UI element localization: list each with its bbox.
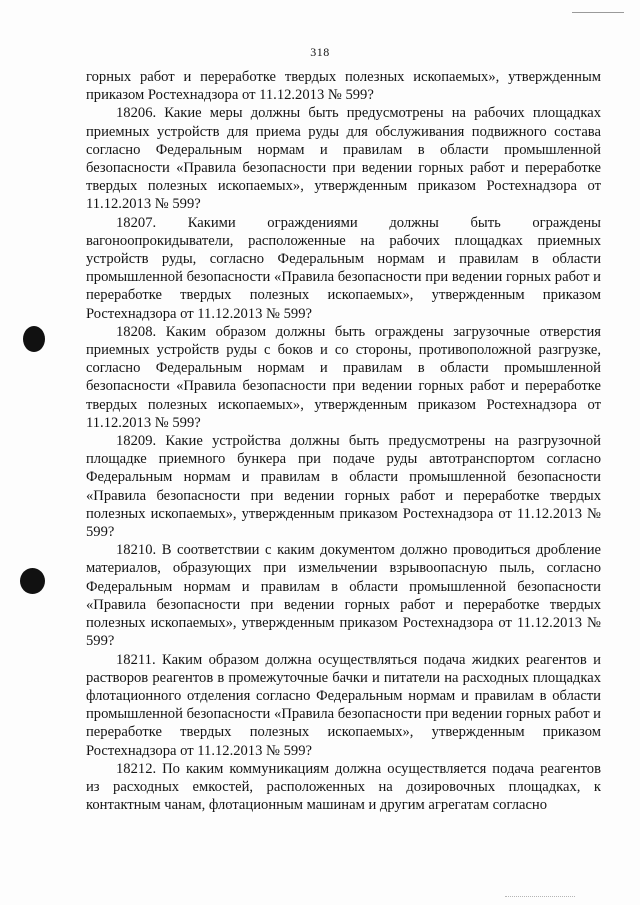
punch-hole-mark: [20, 568, 45, 594]
paragraph-continuation: горных работ и переработке твердых полезных ископаемых», утвержденным приказом Ростехнадзора от 11.12.2013 № 599?: [86, 69, 601, 104]
page-number: 318: [310, 45, 330, 59]
paragraph-18210: 18210. В соответствии с каким документом должно проводиться дробление материалов, образующих при измельчении взрывоопасную пыль, согласно Федеральным нормам и правилам в области промышленной безопасности «Правила безопасности при ведении горных работ и переработке твердых полезных ископаемых», утвержденным приказом Ростехнадзора от 11.12.2013 № 599?: [86, 542, 601, 650]
bottom-edge-mark: [505, 896, 575, 898]
paragraph-18211: 18211. Каким образом должна осуществляться подача жидких реагентов и растворов реагентов в промежуточные бачки и питатели на расходных площадках флотационного отделения согласно Федеральным нормам и правилам в области промышленной безопасности «Правила безопасности при ведении горных работ и переработке твердых полезных ископаемых», утвержденным приказом Ростехнадзора от 11.12.2013 № 599?: [86, 651, 601, 759]
paragraph-18209: 18209. Какие устройства должны быть предусмотрены на разгрузочной площадке приемного бункера при подаче руды автотранспортом согласно Федеральным нормам и правилам в области промышленной безопасности «Правила безопасности при ведении горных работ и переработке твердых полезных ископаемых», утвержденным приказом Ростехнадзора от 11.12.2013 № 599?: [86, 433, 601, 541]
top-edge-line: [572, 12, 624, 13]
document-body: [86, 68, 601, 814]
paragraph-18208: 18208. Каким образом должны быть ограждены загрузочные отверстия приемных устройств руды с боков и со стороны, противоположной разгрузке, согласно Федеральным нормам и правилам в области промышленной безопасности «Правила безопасности при ведении горных работ и переработке твердых полезных ископаемых», утвержденным приказом Ростехнадзора от 11.12.2013 № 599?: [86, 323, 601, 431]
paragraph-18206: 18206. Какие меры должны быть предусмотрены на рабочих площадках приемных устройств для приема руды для обслуживания подвижного состава согласно Федеральным нормам и правилам в области промышленной безопасности «Правила безопасности при ведении горных работ и переработке твердых полезных ископаемых», утвержденным приказом Ростехнадзора от 11.12.2013 № 599?: [86, 105, 601, 213]
paragraph-18212: 18212. По каким коммуникациям должна осуществляется подача реагентов из расходных емкостей, расположенных на дозировочных площадках, к контактным чанам, флотационным машинам и другим агрегатам согласно: [86, 760, 601, 814]
paragraph-18207: 18207. Какими ограждениями должны быть ограждены вагоноопрокидыватели, расположенные на рабочих площадках приемных устройств руды, согласно Федеральным нормам и правилам в области промышленной безопасности «Правила безопасности при ведении горных работ и переработке твердых полезных ископаемых», утвержденным приказом Ростехнадзора от 11.12.2013 № 599?: [86, 214, 601, 322]
punch-hole-mark: [23, 326, 45, 352]
